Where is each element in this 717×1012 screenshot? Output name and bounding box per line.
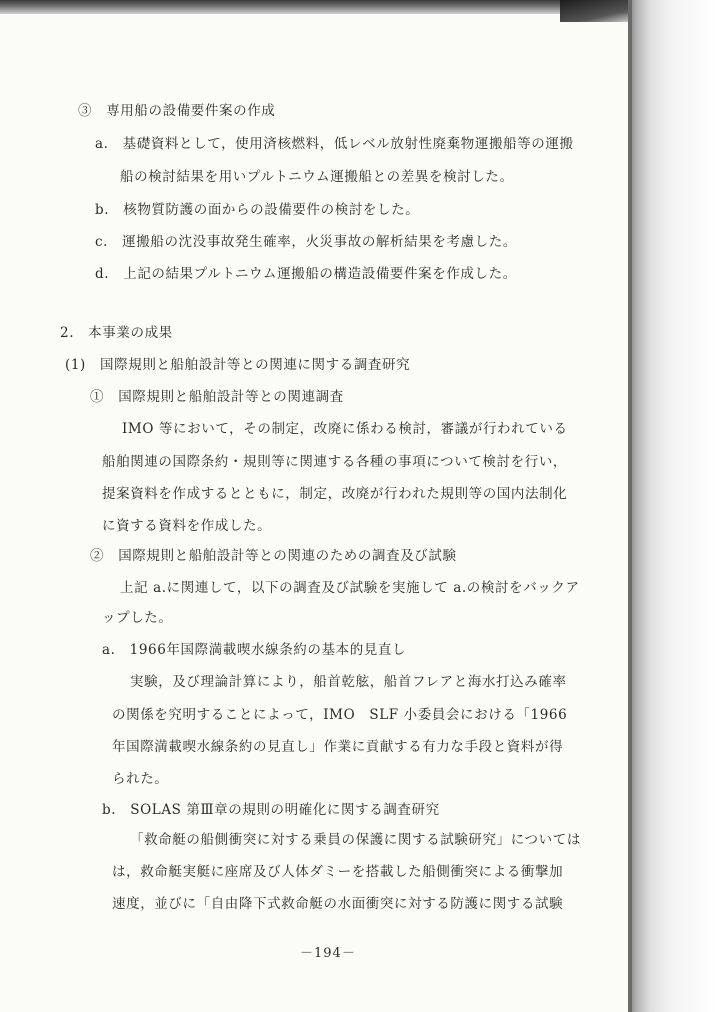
- item1-para-line3: 提案資料を作成するとともに，制定，改廃が行われた規則等の国内法制化: [102, 486, 568, 502]
- page-number: －194－: [300, 946, 356, 961]
- binding-gutter: [630, 0, 717, 1012]
- item2-heading: ② 国際規則と船舶設計等との関連のための調査及び試験: [90, 548, 457, 564]
- s3-item-d: d. 上記の結果プルトニウム運搬船の構造設備要件案を作成した。: [95, 266, 517, 282]
- item2-para-line2: ップした。: [102, 610, 173, 626]
- scan-top-edge: [0, 0, 640, 14]
- s3-item-a-line1: a. 基礎資料として，使用済核燃料，低レベル放射性廃棄物運搬船等の運搬: [95, 136, 574, 152]
- item2-b-para-line1: 「救命艇の船側衝突に対する乗員の保護に関する試験研究」については: [130, 832, 581, 848]
- subsection-1-heading: (1) 国際規則と船舶設計等との関連に関する調査研究: [65, 357, 411, 373]
- item2-a-para-line3: 年国際満載喫水線条約の見直し」作業に貢献する有力な手段と資料が得: [112, 739, 564, 755]
- item2-a-para-line4: られた。: [112, 771, 169, 787]
- item1-para-line1: IMO 等において，その制定，改廃に係わる検討，審議が行われている: [122, 421, 568, 437]
- s3-item-c: c. 運搬船の沈没事故発生確率，火災事故の解析結果を考慮した。: [95, 234, 517, 250]
- item1-para-line2: 船舶関連の国際条約・規則等に関連する各種の事項について検討を行い，: [102, 454, 568, 470]
- section3-heading: ③ 専用船の設備要件案の作成: [78, 103, 276, 119]
- page-fold-edge: [628, 0, 632, 1012]
- item2-a-para-line2: の関係を究明することによって，IMO SLF 小委員会における「1966: [112, 707, 568, 723]
- item2-b-para-line3: 速度，並びに「自由降下式救命艇の水面衝突に対する防護に関する試験: [112, 896, 564, 912]
- s3-item-a-line2: 船の検討結果を用いプルトニウム運搬船との差異を検討した。: [120, 169, 514, 185]
- s3-item-b: b. 核物質防護の面からの設備要件の検討をした。: [95, 202, 420, 218]
- item1-heading: ① 国際規則と船舶設計等との関連調査: [90, 389, 344, 405]
- heading-2: 2. 本事業の成果: [60, 325, 173, 341]
- item2-para-line1: 上記 a.に関連して，以下の調査及び試験を実施して a.の検討をバックア: [120, 580, 580, 596]
- item2-b-heading: b. SOLAS 第Ⅲ章の規則の明確化に関する調査研究: [102, 802, 440, 818]
- item2-b-para-line2: は，救命艇実艇に座席及び人体ダミーを搭載した船側衝突による衝撃加: [112, 864, 564, 880]
- item2-a-heading: a. 1966年国際満載喫水線条約の基本的見直し: [102, 642, 407, 658]
- item2-a-para-line1: 実験，及び理論計算により，船首乾舷，船首フレアと海水打込み確率: [130, 674, 567, 690]
- item1-para-line4: に資する資料を作成した。: [102, 518, 272, 534]
